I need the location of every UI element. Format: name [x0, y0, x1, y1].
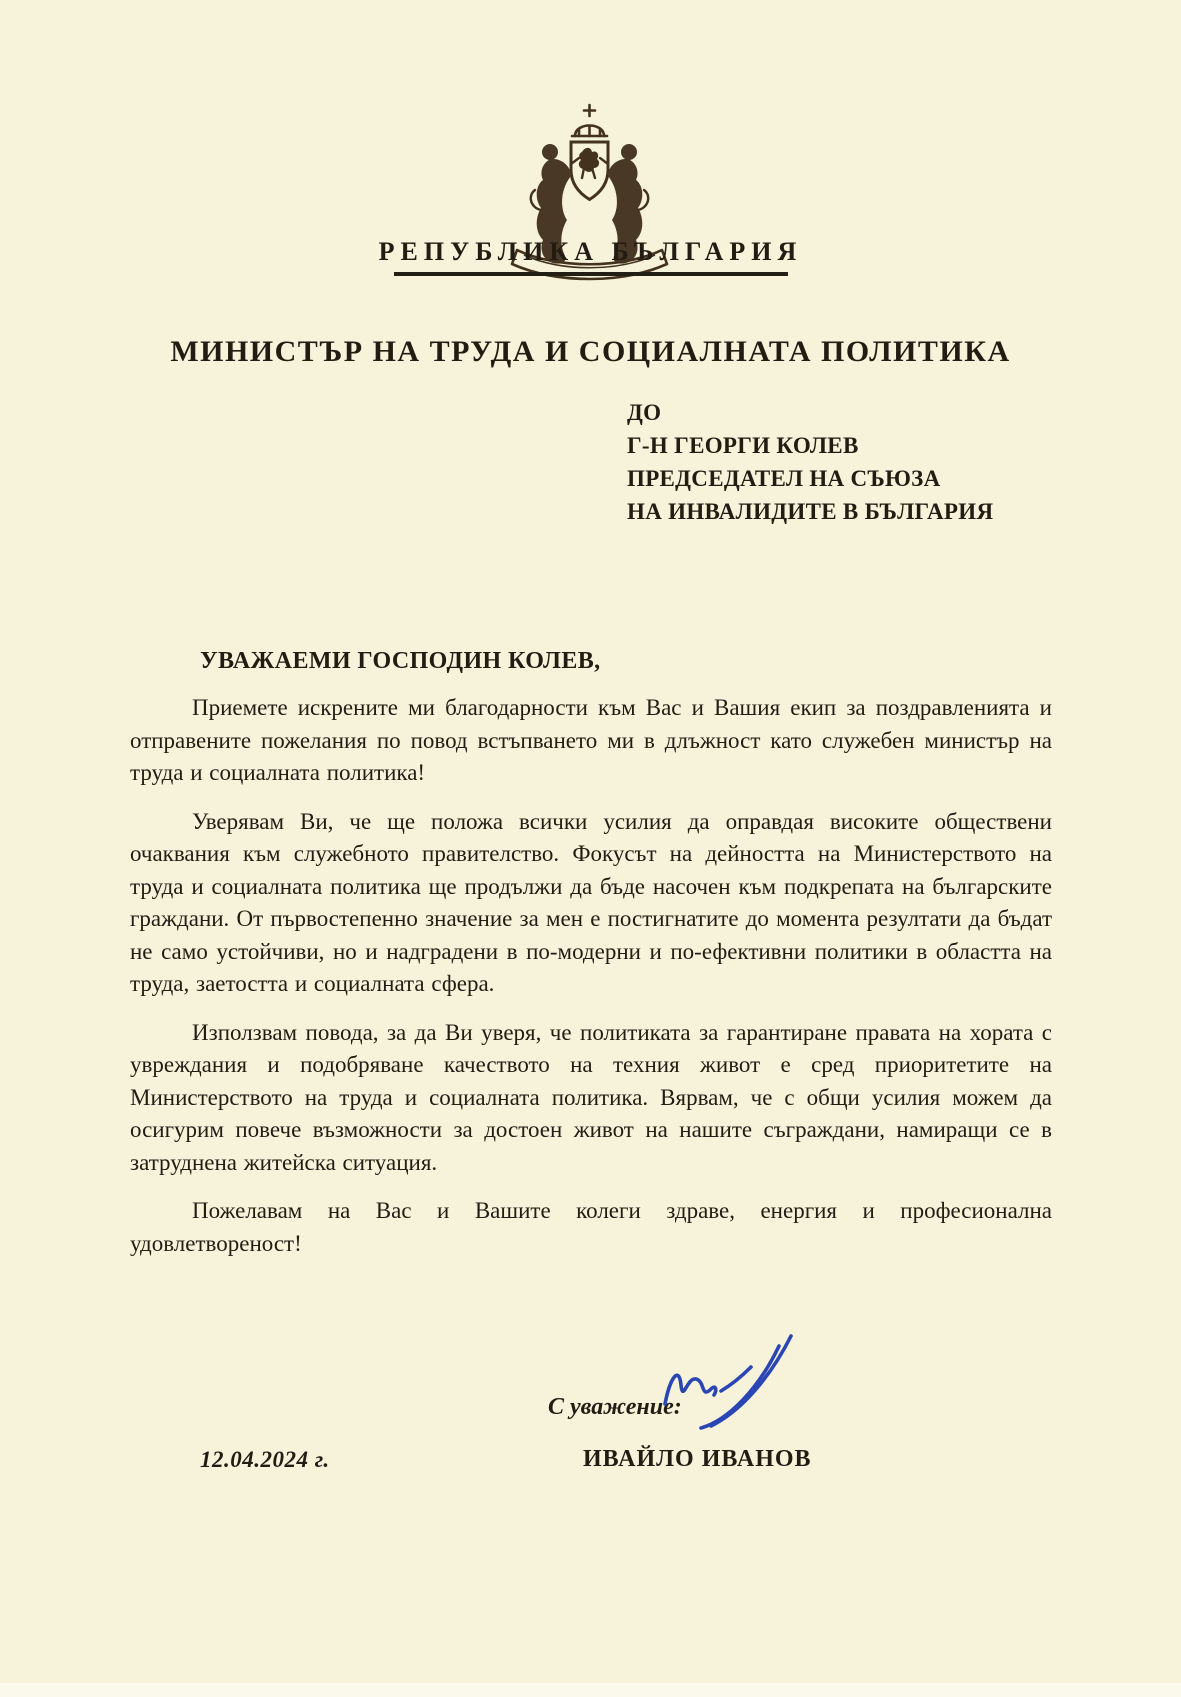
handwritten-signature-icon [653, 1330, 818, 1448]
header-divider [394, 272, 788, 276]
paragraph-1: Приемете искрените ми благодарности към Вас и Вашия екип за поздравленията и отправените пожелания по повод встъпването ми в длъжност като служебен министър на труда и социалната политика! [130, 695, 1052, 785]
scan-edge [0, 1683, 1181, 1697]
addressee-name: Г-Н ГЕОРГИ КОЛЕВ [627, 433, 859, 458]
letter-date: 12.04.2024 г. [200, 1447, 330, 1472]
addressee-to: ДО [627, 400, 662, 425]
closing-phrase: С уважение: [548, 1394, 682, 1420]
minister-title: МИНИСТЪР НА ТРУДА И СОЦИАЛНАТА ПОЛИТИКА [170, 335, 1011, 368]
paragraph-3: Използвам повода, за да Ви уверя, че политиката за гарантиране правата на хората с увреждания и подобряване качеството на техния живот е сред приоритетите на Министерството на труда и социалната политика. Вярвам, че с общи усилия можем да осигурим повече възможности за достоен живот на нашите съграждани, намиращи се в затруднена житейска ситуация. [130, 1019, 1052, 1175]
addressee-block [627, 396, 993, 528]
paragraph-2: Уверявам Ви, че ще положа всички усилия да оправдая високите обществени очаквания към служебното правителство. Фокусът на дейността на Министерството на труда и социалната политика ще продължи да бъде насочен към подкрепата на българските граждани. От първостепенно значение за мен е постигнатите до момента резултати да бъдат не само устойчиви, но и надградени в по-модерни и по-ефективни политики в областта на труда, заетостта и социалната сфера. [130, 808, 1052, 996]
addressee-title-line2: НА ИНВАЛИДИТЕ В БЪЛГАРИЯ [627, 499, 994, 524]
salutation: УВАЖАЕМИ ГОСПОДИН КОЛЕВ, [200, 648, 601, 674]
paragraph-4: Пожелавам на Вас и Вашите колеги здраве, енергия и професионална удовлетвореност! [130, 1198, 1052, 1256]
republic-title: РЕПУБЛИКА БЪЛГАРИЯ [378, 237, 803, 266]
signatory-name: ИВАЙЛО ИВАНОВ [583, 1446, 812, 1472]
addressee-title-line1: ПРЕДСЕДАТЕЛ НА СЪЮЗА [627, 466, 941, 491]
letter-body [130, 692, 1052, 1276]
